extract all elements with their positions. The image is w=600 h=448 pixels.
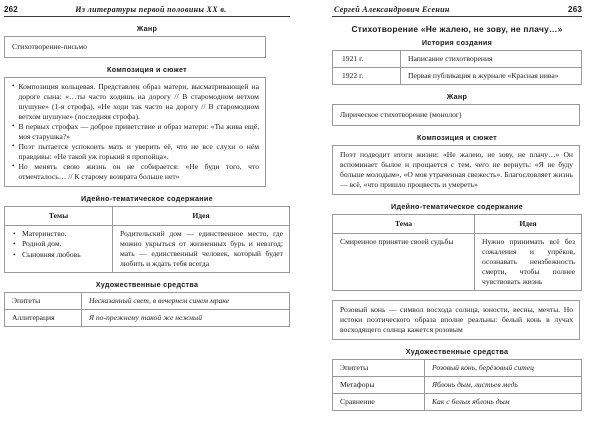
left-composition-item-text: В первых строфах — доброе приветствие и образ матери: «Ты жива ещё, моя старушка?»	[18, 122, 259, 142]
right-spacer	[332, 291, 582, 300]
right-note-text: Розовый конь — символ восхода солнца, юности, весны, мечты. Но истоки поэтического образа вполне реальны: белый конь в лучах восходящего солнца кажется розовым	[340, 305, 573, 335]
list-item	[12, 162, 259, 182]
right-note-box	[332, 300, 580, 340]
table-row	[333, 360, 582, 377]
list-item: • Сыновняя любовь	[22, 250, 106, 260]
right-genre-box	[332, 104, 580, 126]
table-row	[5, 226, 290, 273]
right-history-table	[332, 50, 582, 85]
bullet-icon: •	[12, 122, 15, 131]
right-ideas-header-theme: Тема	[333, 215, 475, 234]
list-item	[12, 142, 259, 162]
table-row	[333, 51, 582, 68]
right-ideas-caption: Идейно-тематическое содержание	[391, 202, 523, 212]
right-folio: 263	[568, 5, 582, 14]
left-means-label: Эпитеты	[5, 293, 82, 310]
left-composition-item-text: Но менять свою жизнь он не собирается: «Не буди того, что отмечталось… // К старому возврата больше нет»	[18, 162, 259, 182]
right-ideas-idea-cell: Нужно принимать всё без сожаления и упрёков, осознавать неизбежность смерти, чтобы полнее чувствовать жизнь	[475, 234, 582, 291]
right-history-event: Первая публикация в журнале «Красная нива»	[401, 68, 582, 85]
right-poem-title: Стихотворение «Не жалею, не зову, не плачу…»	[351, 24, 563, 34]
right-genre-caption: Жанр	[446, 92, 468, 102]
right-means-label: Метафоры	[333, 377, 425, 394]
table-header-row	[5, 207, 290, 226]
left-ideas-theme-list	[12, 229, 106, 260]
right-composition-box	[332, 145, 580, 195]
left-genre-caption: Жанр	[136, 24, 158, 33]
left-means-label: Аллитерация	[5, 310, 82, 327]
table-row	[5, 310, 290, 327]
bullet-icon: •	[12, 142, 15, 151]
right-history-year: 1922 г.	[333, 68, 401, 85]
left-means-value: Я по-прежнему такой же нежный	[82, 310, 290, 327]
left-genre-value: Стихотворение-письмо	[12, 42, 87, 51]
left-ideas-themes-cell	[5, 226, 113, 273]
table-row	[333, 377, 582, 394]
right-means-value: Яблонь дым, листьев медь	[425, 377, 582, 394]
right-ideas-header-idea: Идея	[475, 215, 582, 234]
list-item: • Родной дом.	[22, 239, 106, 249]
left-composition-caption: Композиция и сюжет	[107, 65, 187, 75]
right-composition-caption: Композиция и сюжет	[417, 133, 497, 143]
right-means-value: Розовый конь, берёзовый ситец	[425, 360, 582, 377]
left-ideas-table	[4, 206, 290, 273]
left-ideas-idea-cell: Родительский дом — единственное место, где можно укрыться от жизненных бурь и невзгод; мать — единственный человек, который будет любить и ждать тебя всегда	[113, 226, 290, 273]
right-genre-value: Лирическое стихотворение (монолог)	[340, 110, 462, 120]
left-ideas-caption: Идейно-тематическое содержание	[81, 194, 213, 204]
right-history-year: 1921 г.	[333, 51, 401, 68]
list-item	[12, 122, 259, 142]
right-ideas-table	[332, 214, 582, 291]
left-ideas-header-idea: Идея	[113, 207, 290, 226]
bullet-icon: •	[12, 82, 15, 91]
right-means-value: Как с белых яблонь дым	[425, 394, 582, 411]
right-means-caption: Художественные средства	[405, 347, 509, 357]
left-ideas-header-themes: Темы	[5, 207, 113, 226]
list-item	[12, 82, 259, 122]
right-history-caption: История создания	[421, 38, 493, 47]
left-means-caption: Художественные средства	[95, 280, 199, 290]
table-row	[333, 68, 582, 85]
table-row	[333, 234, 582, 291]
right-composition-text: Поэт подводит итоги жизни: «Не жалею, не зову, не плачу…» Он вспоминает былое и прощается с тем, чего не вернуть: «Я не буду больше молодым», «О моя утраченная свежесть». Благословляет жизнь — всё, «что пришло процвесть и умереть»	[340, 150, 573, 190]
list-item: • Материнство.	[22, 229, 106, 239]
left-composition-item-text: Поэт пытается успокоить мать и уверить её, что не все слухи о нём правдивы: «Не такой уж горький я пропойца».	[18, 142, 259, 162]
left-means-table	[4, 292, 290, 327]
left-folio: 262	[4, 5, 18, 14]
left-composition-item-text: Композиция кольцевая. Представлен образ матери, высматривающей на дороге сына: «…ты часто ходишь на дорогу // В старомодном ветхом шушуне» (1-я строфа), «Не ходи так часто на дорогу // В старомодном ветхом шушуне» (последняя строфа).	[18, 82, 259, 122]
left-running-head	[4, 5, 290, 17]
left-means-value: Несказанный свет, в вечернем синем мраке	[82, 293, 290, 310]
left-running-title: Из литературы первой половины XX в.	[75, 5, 227, 14]
right-means-label: Эпитеты	[333, 360, 425, 377]
bullet-icon: •	[12, 162, 15, 171]
table-row	[5, 293, 290, 310]
right-ideas-theme-cell: Смиренное принятие своей судьбы	[333, 234, 475, 291]
left-genre-box	[4, 36, 266, 58]
right-means-table	[332, 359, 582, 411]
right-history-event: Написание стихотворения	[401, 51, 582, 68]
right-page	[300, 0, 600, 448]
right-running-title: Сергей Александрович Есенин	[334, 5, 450, 14]
left-composition-box	[4, 77, 266, 187]
right-running-head	[332, 5, 582, 17]
right-means-label: Сравнение	[333, 394, 425, 411]
table-row	[333, 394, 582, 411]
table-header-row	[333, 215, 582, 234]
left-composition-list	[12, 82, 259, 182]
